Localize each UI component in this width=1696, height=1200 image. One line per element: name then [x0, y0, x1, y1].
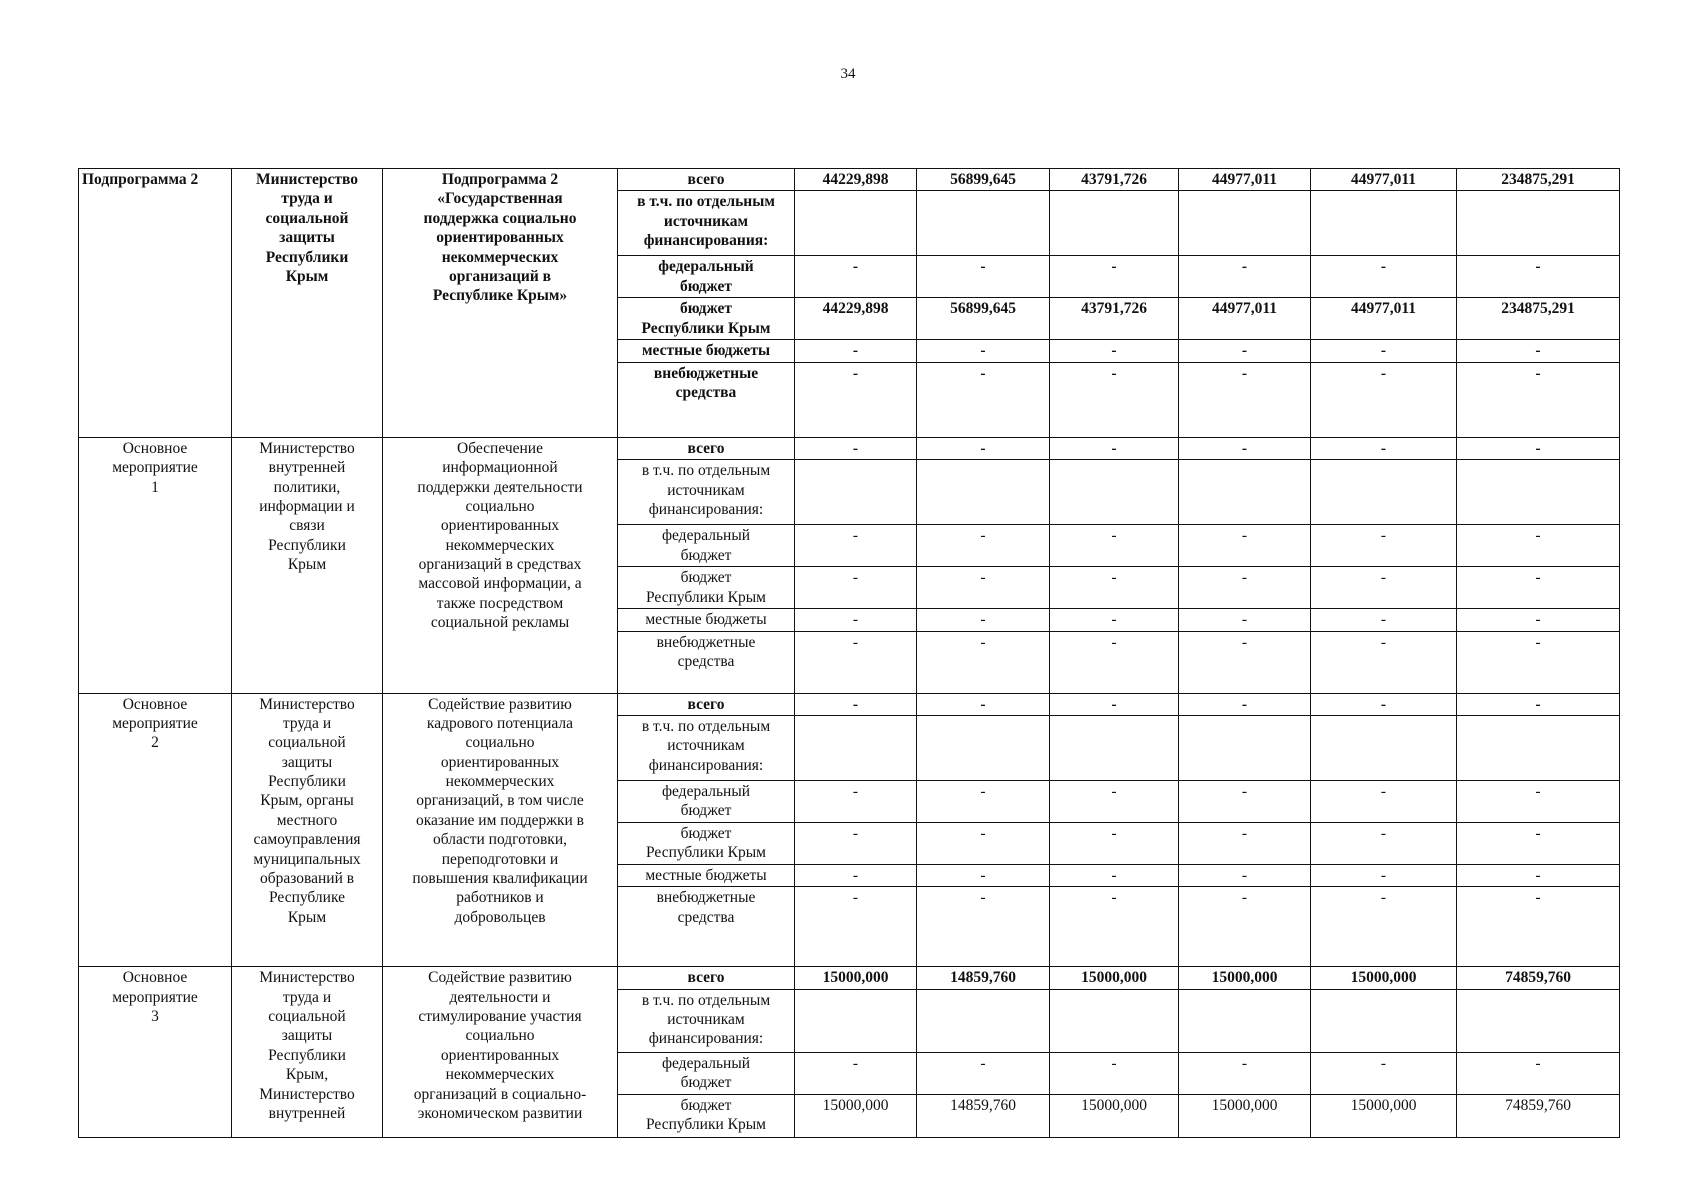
funding-source-cell: в т.ч. по отдельным источникам финансирования:: [618, 191, 795, 256]
funding-value-cell: -: [1179, 693, 1311, 715]
funding-value-cell: [1311, 460, 1457, 525]
funding-value-cell: 56899,645: [917, 169, 1050, 191]
funding-value-cell: [1179, 460, 1311, 525]
funding-value-cell: [795, 191, 917, 256]
funding-value-cell: [795, 460, 917, 525]
funding-value-cell: 15000,000: [795, 1094, 917, 1137]
funding-value-cell: 44977,011: [1179, 169, 1311, 191]
funding-source-cell: бюджет Республики Крым: [618, 567, 795, 609]
funding-value-cell: -: [917, 887, 1050, 967]
funding-value-cell: -: [1179, 525, 1311, 567]
funding-value-cell: -: [1179, 567, 1311, 609]
funding-value-cell: -: [795, 362, 917, 437]
funding-value-cell: -: [1311, 780, 1457, 822]
table-row: [79, 437, 1620, 459]
program-name-cell: Основное мероприятие 1: [79, 437, 232, 693]
funding-value-cell: 15000,000: [1179, 967, 1311, 989]
funding-value-cell: -: [1311, 693, 1457, 715]
funding-value-cell: 14859,760: [917, 1094, 1050, 1137]
funding-value-cell: 44977,011: [1311, 169, 1457, 191]
funding-table: [78, 168, 1620, 1138]
funding-value-cell: [1050, 191, 1179, 256]
funding-value-cell: -: [1050, 887, 1179, 967]
responsible-executor-cell: Министерство внутренней политики, информации и связи Республики Крым: [232, 437, 383, 693]
funding-value-cell: -: [1311, 631, 1457, 693]
funding-value-cell: -: [1457, 256, 1620, 298]
funding-value-cell: 74859,760: [1457, 967, 1620, 989]
funding-value-cell: 43791,726: [1050, 298, 1179, 340]
funding-value-cell: -: [917, 822, 1050, 864]
funding-value-cell: -: [1050, 693, 1179, 715]
funding-value-cell: -: [1311, 340, 1457, 362]
funding-value-cell: -: [1050, 525, 1179, 567]
funding-value-cell: [1457, 460, 1620, 525]
funding-value-cell: [1457, 989, 1620, 1052]
funding-value-cell: -: [1179, 631, 1311, 693]
funding-value-cell: [1457, 191, 1620, 256]
funding-value-cell: -: [1050, 609, 1179, 631]
funding-value-cell: -: [1179, 340, 1311, 362]
funding-value-cell: [1050, 460, 1179, 525]
funding-value-cell: -: [917, 362, 1050, 437]
funding-value-cell: -: [1311, 1052, 1457, 1094]
funding-source-cell: внебюджетные средства: [618, 362, 795, 437]
funding-value-cell: -: [795, 780, 917, 822]
funding-value-cell: -: [1179, 887, 1311, 967]
program-title-cell: Содействие развитию кадрового потенциала социально ориентированных некоммерческих организаций, в том числе оказание им поддержки в области подготовки, переподготовки и повышения квалификации работников и добровольцев: [383, 693, 618, 967]
funding-value-cell: [795, 715, 917, 780]
funding-value-cell: -: [795, 567, 917, 609]
funding-value-cell: 44977,011: [1311, 298, 1457, 340]
funding-value-cell: -: [917, 525, 1050, 567]
funding-value-cell: [917, 715, 1050, 780]
funding-source-cell: бюджет Республики Крым: [618, 1094, 795, 1137]
funding-source-cell: бюджет Республики Крым: [618, 822, 795, 864]
funding-source-cell: всего: [618, 967, 795, 989]
funding-source-cell: внебюджетные средства: [618, 631, 795, 693]
funding-value-cell: -: [1457, 887, 1620, 967]
funding-value-cell: -: [1457, 437, 1620, 459]
funding-value-cell: 44977,011: [1179, 298, 1311, 340]
funding-value-cell: -: [917, 780, 1050, 822]
funding-value-cell: 15000,000: [1050, 1094, 1179, 1137]
funding-value-cell: -: [1179, 362, 1311, 437]
funding-value-cell: -: [1457, 631, 1620, 693]
funding-source-cell: федеральный бюджет: [618, 525, 795, 567]
funding-value-cell: 15000,000: [795, 967, 917, 989]
funding-source-cell: в т.ч. по отдельным источникам финансирования:: [618, 460, 795, 525]
funding-value-cell: -: [1457, 567, 1620, 609]
funding-value-cell: [1179, 989, 1311, 1052]
funding-value-cell: -: [1311, 256, 1457, 298]
funding-value-cell: -: [1311, 525, 1457, 567]
funding-value-cell: -: [795, 256, 917, 298]
funding-value-cell: -: [1179, 822, 1311, 864]
funding-value-cell: [1311, 191, 1457, 256]
table-row: [79, 967, 1620, 989]
funding-value-cell: -: [917, 631, 1050, 693]
funding-value-cell: -: [1050, 437, 1179, 459]
funding-value-cell: -: [1050, 1052, 1179, 1094]
funding-value-cell: -: [1050, 822, 1179, 864]
funding-value-cell: -: [1311, 609, 1457, 631]
funding-value-cell: [1179, 715, 1311, 780]
funding-value-cell: -: [795, 340, 917, 362]
program-name-cell: Основное мероприятие 3: [79, 967, 232, 1137]
funding-value-cell: 44229,898: [795, 169, 917, 191]
funding-source-cell: всего: [618, 169, 795, 191]
funding-value-cell: 14859,760: [917, 967, 1050, 989]
funding-value-cell: 15000,000: [1179, 1094, 1311, 1137]
funding-value-cell: -: [795, 525, 917, 567]
funding-value-cell: -: [1457, 362, 1620, 437]
funding-value-cell: -: [1050, 864, 1179, 886]
funding-value-cell: [795, 989, 917, 1052]
funding-value-cell: -: [917, 340, 1050, 362]
program-title-cell: Содействие развитию деятельности и стимулирование участия социально ориентированных некоммерческих организаций в социально- экономическом развитии: [383, 967, 618, 1137]
funding-value-cell: 43791,726: [1050, 169, 1179, 191]
program-title-cell: Подпрограмма 2 «Государственная поддержка социально ориентированных некоммерческих организаций в Республике Крым»: [383, 169, 618, 438]
funding-value-cell: -: [917, 864, 1050, 886]
funding-value-cell: -: [795, 609, 917, 631]
funding-value-cell: -: [1179, 609, 1311, 631]
funding-value-cell: -: [1457, 864, 1620, 886]
funding-value-cell: 234875,291: [1457, 169, 1620, 191]
program-name-cell: Основное мероприятие 2: [79, 693, 232, 967]
responsible-executor-cell: Министерство труда и социальной защиты Республики Крым, Министерство внутренней: [232, 967, 383, 1137]
funding-value-cell: -: [1311, 362, 1457, 437]
funding-value-cell: -: [1050, 340, 1179, 362]
funding-value-cell: -: [1050, 362, 1179, 437]
funding-value-cell: -: [795, 864, 917, 886]
funding-value-cell: 234875,291: [1457, 298, 1620, 340]
funding-value-cell: -: [1050, 631, 1179, 693]
funding-value-cell: [1457, 715, 1620, 780]
funding-value-cell: -: [1050, 256, 1179, 298]
table-row: [79, 693, 1620, 715]
funding-value-cell: -: [1457, 609, 1620, 631]
funding-value-cell: 15000,000: [1311, 1094, 1457, 1137]
funding-value-cell: [917, 460, 1050, 525]
funding-source-cell: федеральный бюджет: [618, 256, 795, 298]
funding-value-cell: [917, 989, 1050, 1052]
funding-value-cell: [1311, 715, 1457, 780]
funding-value-cell: -: [795, 822, 917, 864]
funding-value-cell: -: [1457, 1052, 1620, 1094]
funding-value-cell: [1050, 989, 1179, 1052]
funding-source-cell: местные бюджеты: [618, 609, 795, 631]
funding-value-cell: -: [1311, 822, 1457, 864]
funding-source-cell: всего: [618, 693, 795, 715]
funding-value-cell: -: [917, 256, 1050, 298]
funding-source-cell: в т.ч. по отдельным источникам финансирования:: [618, 715, 795, 780]
funding-source-cell: бюджет Республики Крым: [618, 298, 795, 340]
program-name-cell: Подпрограмма 2: [79, 169, 232, 438]
funding-source-cell: местные бюджеты: [618, 340, 795, 362]
funding-value-cell: -: [1179, 864, 1311, 886]
funding-value-cell: 15000,000: [1050, 967, 1179, 989]
funding-source-cell: федеральный бюджет: [618, 780, 795, 822]
funding-value-cell: -: [795, 1052, 917, 1094]
funding-value-cell: -: [795, 887, 917, 967]
funding-value-cell: -: [1311, 864, 1457, 886]
funding-value-cell: 44229,898: [795, 298, 917, 340]
funding-value-cell: 56899,645: [917, 298, 1050, 340]
page-number: 34: [840, 66, 856, 82]
funding-value-cell: -: [1179, 1052, 1311, 1094]
program-title-cell: Обеспечение информационной поддержки деятельности социально ориентированных некоммерческих организаций в средствах массовой информации, а также посредством социальной рекламы: [383, 437, 618, 693]
funding-source-cell: федеральный бюджет: [618, 1052, 795, 1094]
funding-value-cell: -: [1457, 340, 1620, 362]
funding-value-cell: -: [1311, 437, 1457, 459]
funding-value-cell: -: [1457, 525, 1620, 567]
table-row: [79, 169, 1620, 191]
funding-value-cell: -: [1050, 780, 1179, 822]
funding-value-cell: 74859,760: [1457, 1094, 1620, 1137]
funding-value-cell: -: [1311, 567, 1457, 609]
funding-value-cell: -: [917, 609, 1050, 631]
funding-value-cell: -: [1457, 693, 1620, 715]
funding-source-cell: в т.ч. по отдельным источникам финансирования:: [618, 989, 795, 1052]
funding-value-cell: -: [1457, 822, 1620, 864]
funding-value-cell: 15000,000: [1311, 967, 1457, 989]
funding-value-cell: -: [1050, 567, 1179, 609]
responsible-executor-cell: Министерство труда и социальной защиты Республики Крым: [232, 169, 383, 438]
funding-value-cell: -: [917, 1052, 1050, 1094]
funding-value-cell: [1050, 715, 1179, 780]
funding-value-cell: -: [917, 437, 1050, 459]
funding-value-cell: -: [1179, 780, 1311, 822]
funding-value-cell: -: [1311, 887, 1457, 967]
funding-value-cell: -: [1457, 780, 1620, 822]
funding-value-cell: -: [917, 567, 1050, 609]
funding-value-cell: -: [795, 693, 917, 715]
funding-value-cell: [1179, 191, 1311, 256]
funding-source-cell: внебюджетные средства: [618, 887, 795, 967]
funding-source-cell: местные бюджеты: [618, 864, 795, 886]
funding-value-cell: -: [917, 693, 1050, 715]
funding-value-cell: -: [795, 437, 917, 459]
funding-value-cell: -: [1179, 256, 1311, 298]
funding-value-cell: [917, 191, 1050, 256]
funding-value-cell: -: [1179, 437, 1311, 459]
funding-value-cell: [1311, 989, 1457, 1052]
funding-table-body: [79, 169, 1620, 1138]
funding-value-cell: -: [795, 631, 917, 693]
funding-source-cell: всего: [618, 437, 795, 459]
responsible-executor-cell: Министерство труда и социальной защиты Республики Крым, органы местного самоуправления муниципальных образований в Республике Крым: [232, 693, 383, 967]
